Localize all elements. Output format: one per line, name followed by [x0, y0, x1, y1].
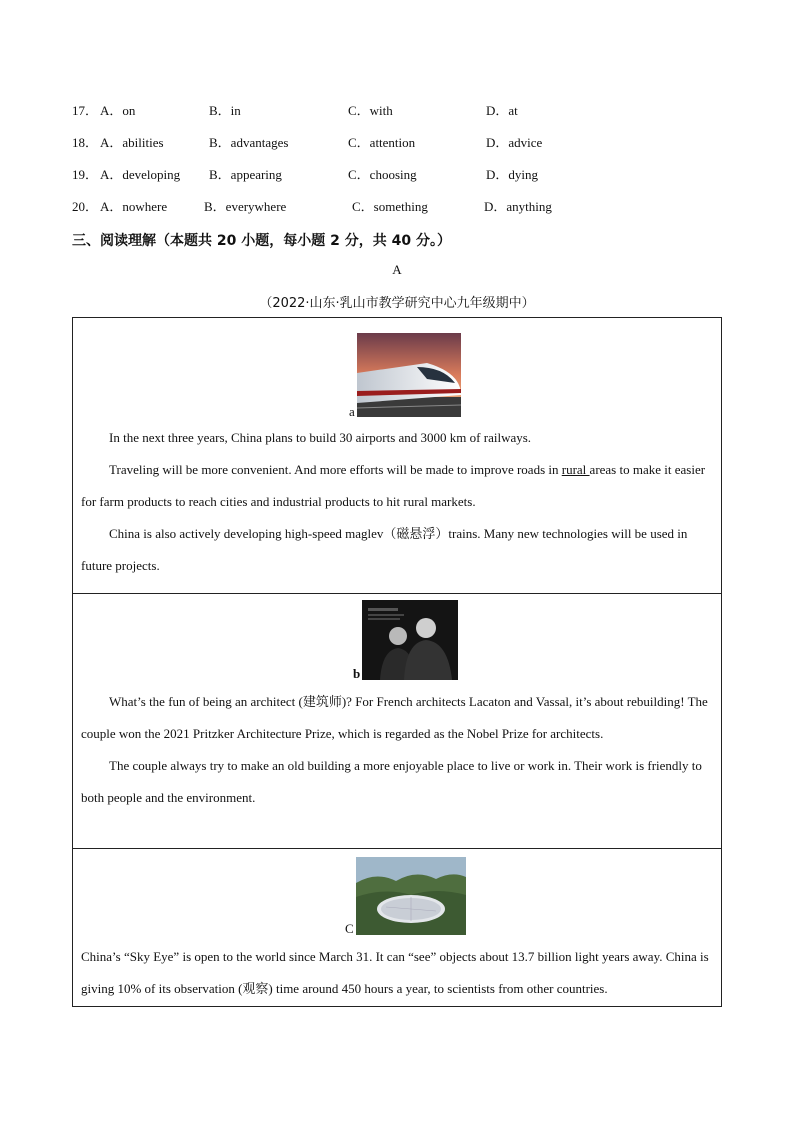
question-number: 17．: [72, 103, 99, 118]
answer-choices: [72, 100, 712, 228]
cell-b: [73, 594, 721, 849]
section-title: 三、阅读理解（本题共 20 小题，每小题 2 分，共 40 分。）: [72, 233, 451, 249]
underlined-word: rural: [561, 462, 590, 477]
option-a: A．developing: [100, 167, 181, 182]
image-label: C: [345, 921, 354, 936]
text-run: Traveling will be more convenient. And more efforts will be made to improve roads in: [109, 462, 562, 477]
option-c: C．attention: [348, 135, 416, 150]
option-a: A．on: [100, 103, 136, 118]
option-d: D．anything: [484, 199, 552, 214]
option-a: A．abilities: [100, 135, 164, 150]
cell-c: [73, 849, 721, 1006]
cell-a: [73, 318, 721, 594]
paragraph: In the next three years, China plans to build 30 airports and 3000 km of railways.: [109, 430, 532, 445]
image-label: b: [353, 666, 361, 681]
image-row-b: [81, 594, 711, 686]
choice-row-17: [72, 100, 712, 132]
question-number: 18．: [72, 135, 99, 150]
image-row-c: [81, 849, 711, 941]
option-d: D．dying: [486, 167, 539, 182]
option-c: C．something: [352, 199, 428, 214]
option-d: D．advice: [486, 135, 543, 150]
train-image: [357, 333, 461, 417]
question-number: 19．: [72, 167, 99, 182]
sky-eye-telescope-image: [356, 857, 466, 935]
passage-letter: A: [392, 262, 402, 277]
paragraph: [81, 454, 711, 518]
paragraph: What’s the fun of being an architect (建筑师)? For French architects Lacaton and Vassal, it’s about rebuilding! The couple won the 2021 Pritzker Architecture Prize, which is regarded as the Nobel Prize for architects.: [81, 694, 708, 741]
architects-photo: [362, 600, 458, 680]
image-row-a: [81, 318, 711, 422]
option-a: A．nowhere: [100, 199, 168, 214]
image-label: a: [349, 404, 355, 419]
option-b: B．in: [209, 103, 241, 118]
choice-row-18: [72, 132, 712, 164]
option-b: B．advantages: [209, 135, 289, 150]
text-run: areas to make it easier for farm products to reach cities and industrial products to hit rural markets.: [81, 462, 706, 509]
option-d: D．at: [486, 103, 518, 118]
paragraph: The couple always try to make an old building a more enjoyable place to live or work in. Their work is friendly to both people and the environment.: [81, 758, 702, 805]
choice-row-20: [72, 196, 712, 228]
paragraph: China’s “Sky Eye” is open to the world since March 31. It can “see” objects about 13.7 billion light years away. China is giving 10% of its observation (观察) time around 450 hours a year, to scientists from other countries.: [81, 949, 709, 996]
paragraph: China is also actively developing high-speed maglev（磁悬浮）trains. Many new technologies will be used in future projects.: [81, 526, 688, 573]
option-c: C．with: [348, 103, 393, 118]
option-b: B．everywhere: [204, 199, 287, 214]
option-b: B．appearing: [209, 167, 282, 182]
option-c: C．choosing: [348, 167, 417, 182]
question-number: 20．: [72, 199, 99, 214]
passage-source: （2022·山东·乳山市教学研究中心九年级期中）: [259, 296, 535, 311]
passage-table: [72, 317, 722, 1007]
choice-row-19: [72, 164, 712, 196]
